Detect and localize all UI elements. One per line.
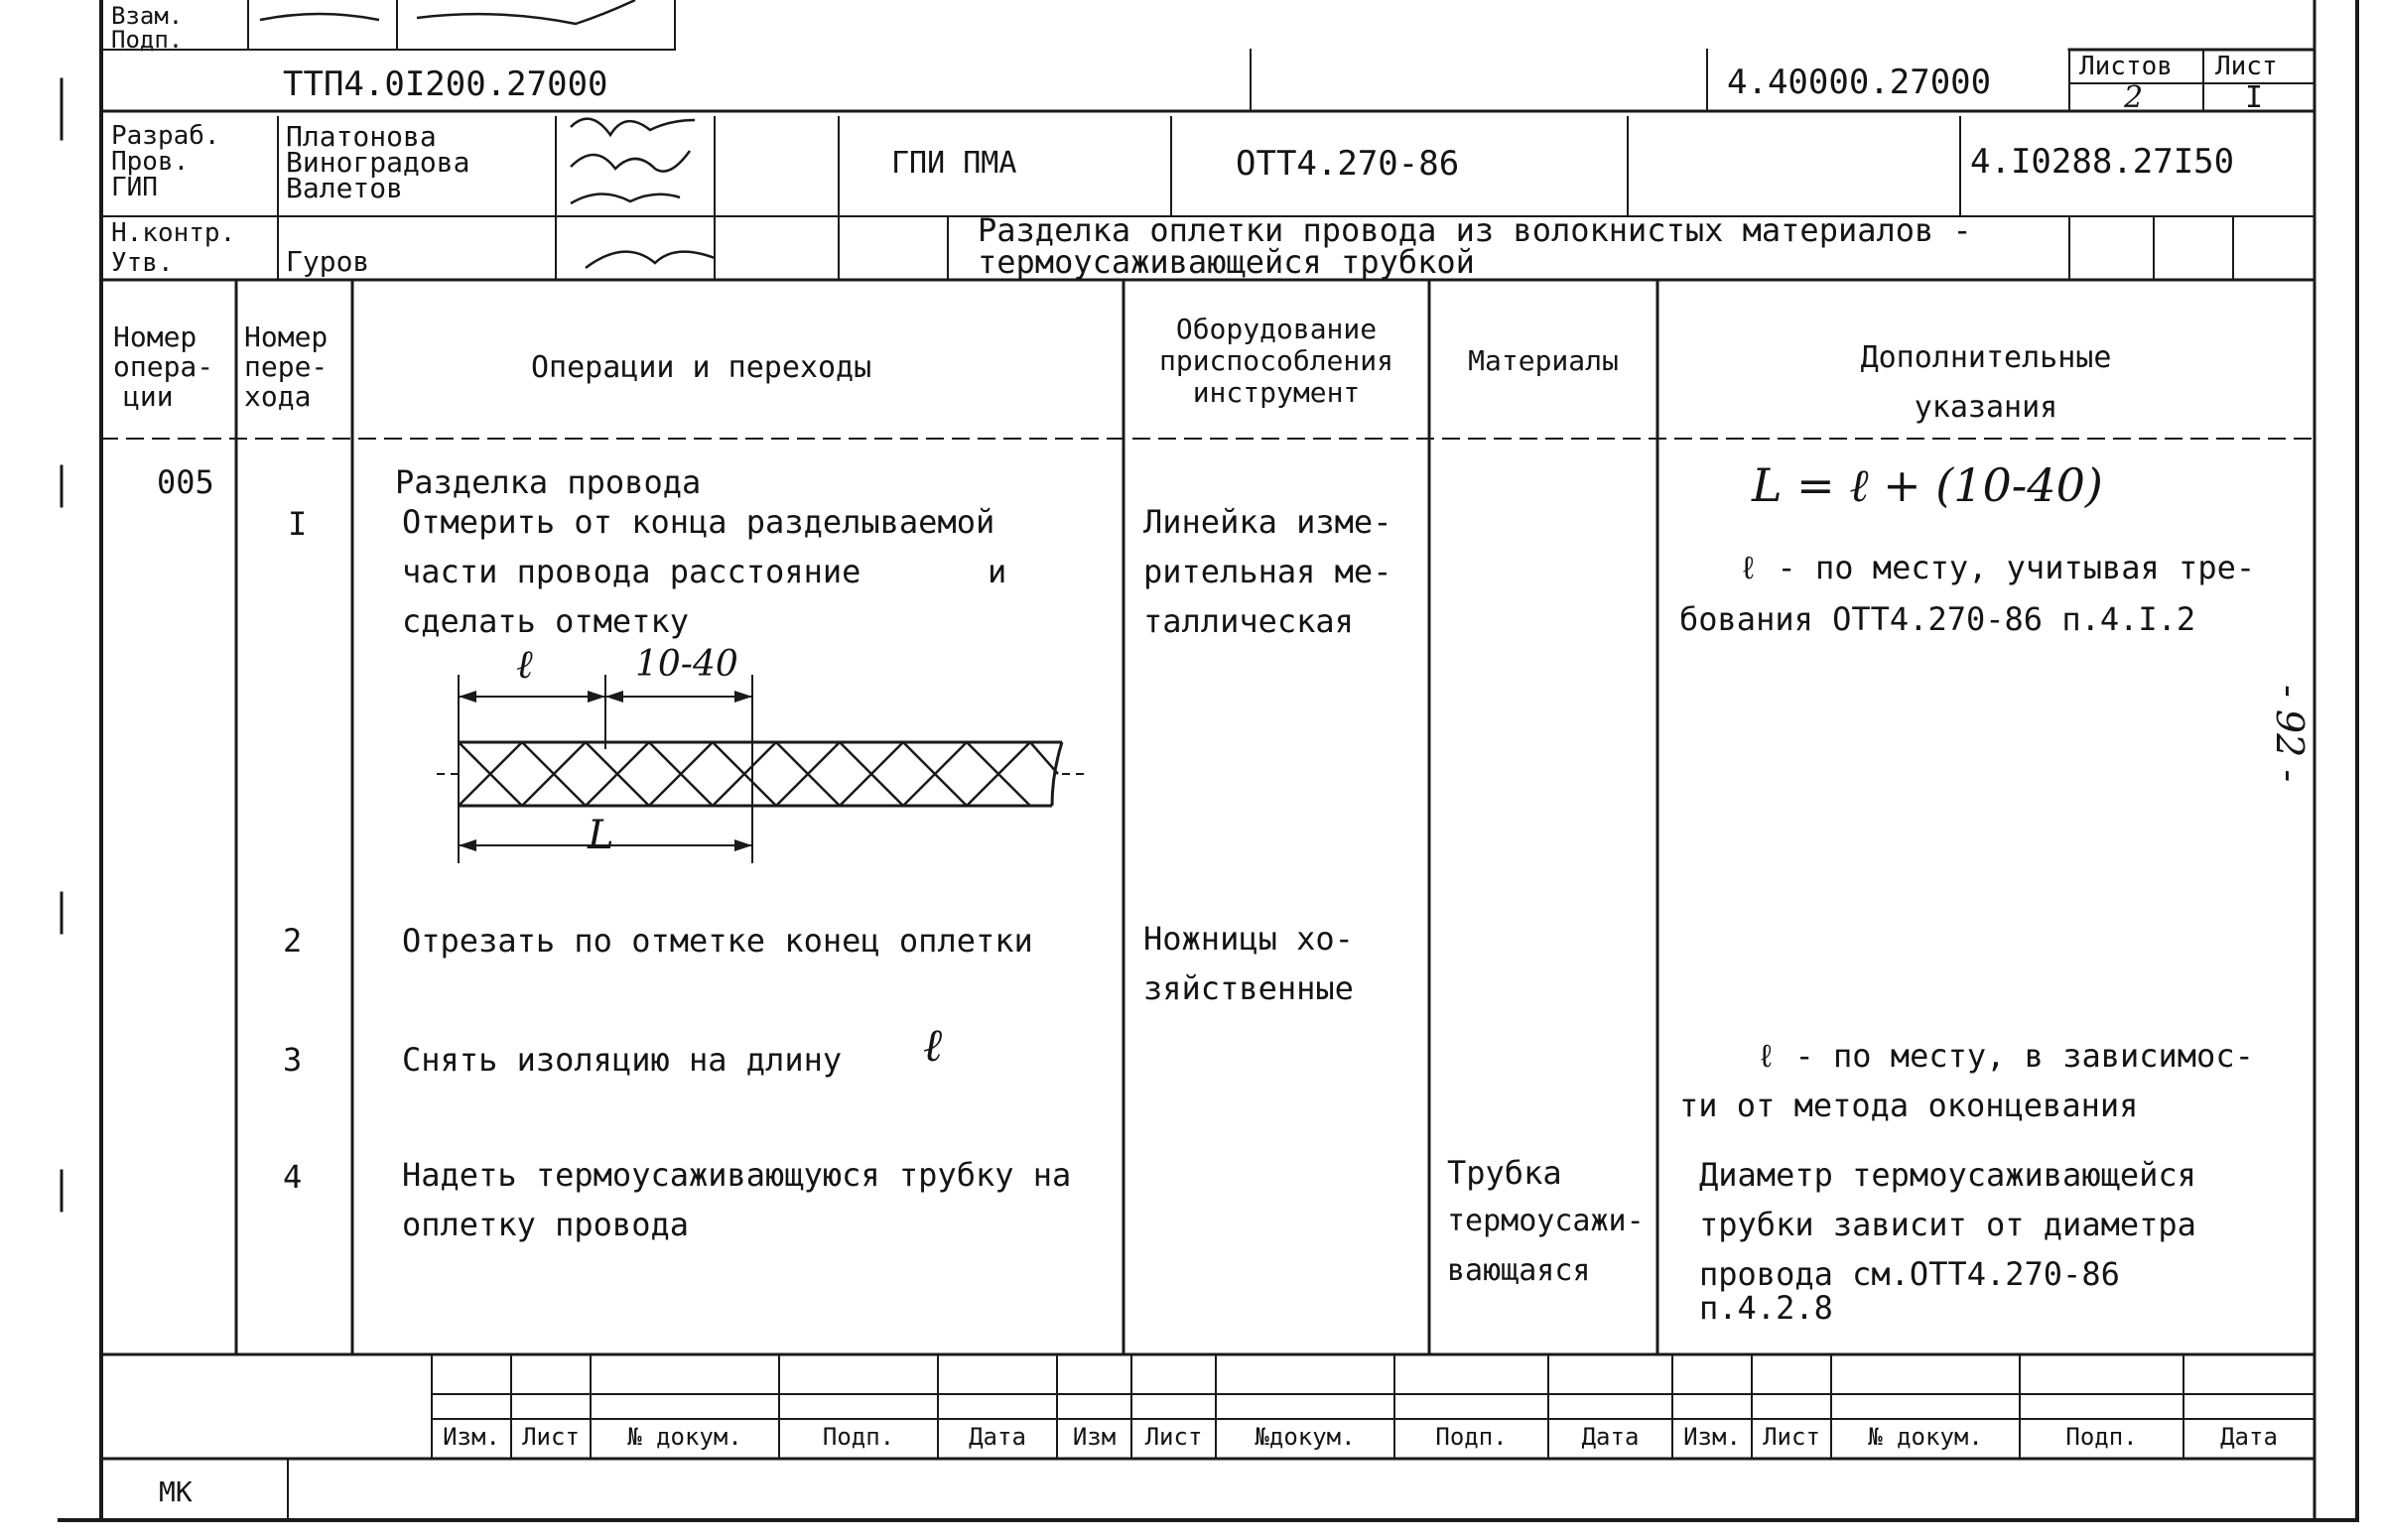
role-developer: Разраб. [111, 121, 220, 151]
header-step-number-3: хода [244, 380, 312, 413]
sheet-value: I [2245, 80, 2264, 115]
stamp-replace-label: Взам. [111, 2, 184, 30]
step-1-note-line2: бования ОТТ4.270-86 п.4.I.2 [1679, 600, 2196, 638]
standard-code: ОТТ4.270-86 [1236, 144, 1460, 184]
step-3-symbol: ℓ [923, 1018, 943, 1072]
organization: ГПИ ПМА [891, 146, 1017, 181]
name-approver: Гуров [286, 245, 370, 278]
step-3-text: Снять изоляцию на длину [402, 1041, 843, 1079]
role-approver: Утв. [111, 248, 174, 278]
step-4-material-line1: Трубка [1447, 1154, 1562, 1192]
process-code: 4.I0288.27I50 [1970, 142, 2235, 182]
wire-braid-sketch [427, 655, 1092, 873]
rev-label-date: Дата [969, 1423, 1026, 1451]
step-1-text-line1: Отмерить от конца разделываемой [402, 503, 995, 541]
step-1-equipment-line1: Линейка изме- [1143, 503, 1392, 541]
step-2-text: Отрезать по отметке конец оплетки [402, 922, 1033, 960]
rev-label-change-2: Изм [1072, 1423, 1117, 1451]
role-chief-engineer: ГИП [111, 173, 158, 202]
sheet-label: Лист [2215, 52, 2278, 81]
header-equipment-1: Оборудование [1175, 313, 1378, 345]
step-3-number: 3 [283, 1041, 303, 1079]
document-title-line2: термоусаживающейся трубкой [978, 243, 1475, 281]
form-code: МК [159, 1476, 193, 1508]
step-4-note-line2: трубки зависит от диаметра [1699, 1206, 2196, 1243]
document-title-line1: Разделка оплетки провода из волокнистых материалов - [978, 211, 1972, 249]
step-2-number: 2 [283, 922, 303, 960]
step-1-formula: L = ℓ + (10-40) [1752, 458, 2103, 512]
step-4-material-line3: вающаяся [1447, 1253, 1591, 1288]
header-operations: Операции и переходы [531, 350, 872, 385]
header-op-number-2: опера- [113, 350, 214, 383]
header-equipment-2: приспособления [1158, 344, 1393, 377]
rev-label-date-2: Дата [1581, 1423, 1640, 1451]
step-4-material-line2: термоусажи- [1447, 1204, 1645, 1238]
header-notes-2: указания [1914, 390, 2058, 425]
rev-label-doc-number: № докум. [627, 1423, 742, 1451]
rev-label-signature-2: Подп. [1435, 1423, 1508, 1451]
step-1-equipment-line3: таллическая [1143, 602, 1354, 640]
sheets-label: Листов [2079, 52, 2173, 81]
name-checker: Виноградова [286, 146, 470, 179]
step-4-note-line4: п.4.2.8 [1699, 1289, 1833, 1327]
rev-label-signature: Подп. [822, 1423, 895, 1451]
role-checker: Пров. [111, 147, 190, 177]
header-op-number-1: Номер [113, 321, 198, 353]
step-2-equipment-line2: зяйственные [1143, 969, 1354, 1007]
stamp-sign-label: Подп. [111, 26, 184, 54]
step-1-number: I [288, 505, 308, 543]
rev-label-change-3: Изм. [1683, 1423, 1741, 1451]
name-developer: Платонова [286, 120, 437, 153]
sketch-label-L: L [588, 813, 614, 858]
step-1-text-suffix: и [988, 553, 1007, 590]
header-op-number-3: ции [123, 380, 174, 413]
sheets-value: 2 [2124, 80, 2144, 115]
step-4-note-line3: провода см.ОТТ4.270-86 [1699, 1255, 2120, 1293]
rev-label-sheet-2: Лист [1144, 1423, 1203, 1451]
step-4-note-line1: Диаметр термоусаживающейся [1699, 1156, 2196, 1194]
name-chief-engineer: Валетов [286, 172, 404, 204]
page-number: - 92 - [2268, 685, 2312, 783]
rev-label-sheet-3: Лист [1763, 1423, 1820, 1451]
sketch-label-l: ℓ [516, 642, 533, 688]
step-4-text-line1: Надеть термоусаживающуюся трубку на [402, 1156, 1072, 1194]
role-norm-control: Н.контр. [111, 218, 236, 248]
rev-label-doc-number-2: №докум. [1255, 1423, 1356, 1451]
step-3-note-line2: ти от метода оконцевания [1679, 1087, 2139, 1124]
header-step-number-2: пере- [244, 350, 329, 383]
rev-label-sheet: Лист [522, 1423, 580, 1451]
header-notes-1: Дополнительные [1860, 340, 2112, 375]
header-step-number-1: Номер [244, 321, 329, 353]
rev-label-change: Изм. [443, 1423, 500, 1451]
rev-label-signature-3: Подп. [2065, 1423, 2138, 1451]
sketch-label-range: 10-40 [635, 644, 738, 685]
step-1-text-line3: сделать отметку [402, 602, 689, 640]
header-materials: Материалы [1468, 344, 1619, 377]
step-1-text-line2: части провода расстояние [402, 553, 861, 590]
step-4-number: 4 [283, 1158, 303, 1196]
step-2-equipment-line1: Ножницы хо- [1143, 920, 1354, 958]
step-3-note-line1: ℓ - по месту, в зависимос- [1757, 1037, 2254, 1075]
step-1-note-line1: ℓ - по месту, учитывая тре- [1739, 549, 2256, 586]
operation-number: 005 [157, 463, 214, 501]
rev-label-doc-number-3: № докум. [1868, 1423, 1983, 1451]
operation-title: Разделка провода [395, 463, 702, 501]
rev-label-date-3: Дата [2220, 1423, 2278, 1451]
header-equipment-3: инструмент [1192, 376, 1361, 409]
step-1-equipment-line2: рительная ме- [1143, 553, 1392, 590]
doc-code-left: ТТП4.0I200.27000 [283, 64, 608, 104]
doc-code-right: 4.40000.27000 [1727, 63, 1992, 102]
step-4-text-line2: оплетку провода [402, 1206, 689, 1243]
